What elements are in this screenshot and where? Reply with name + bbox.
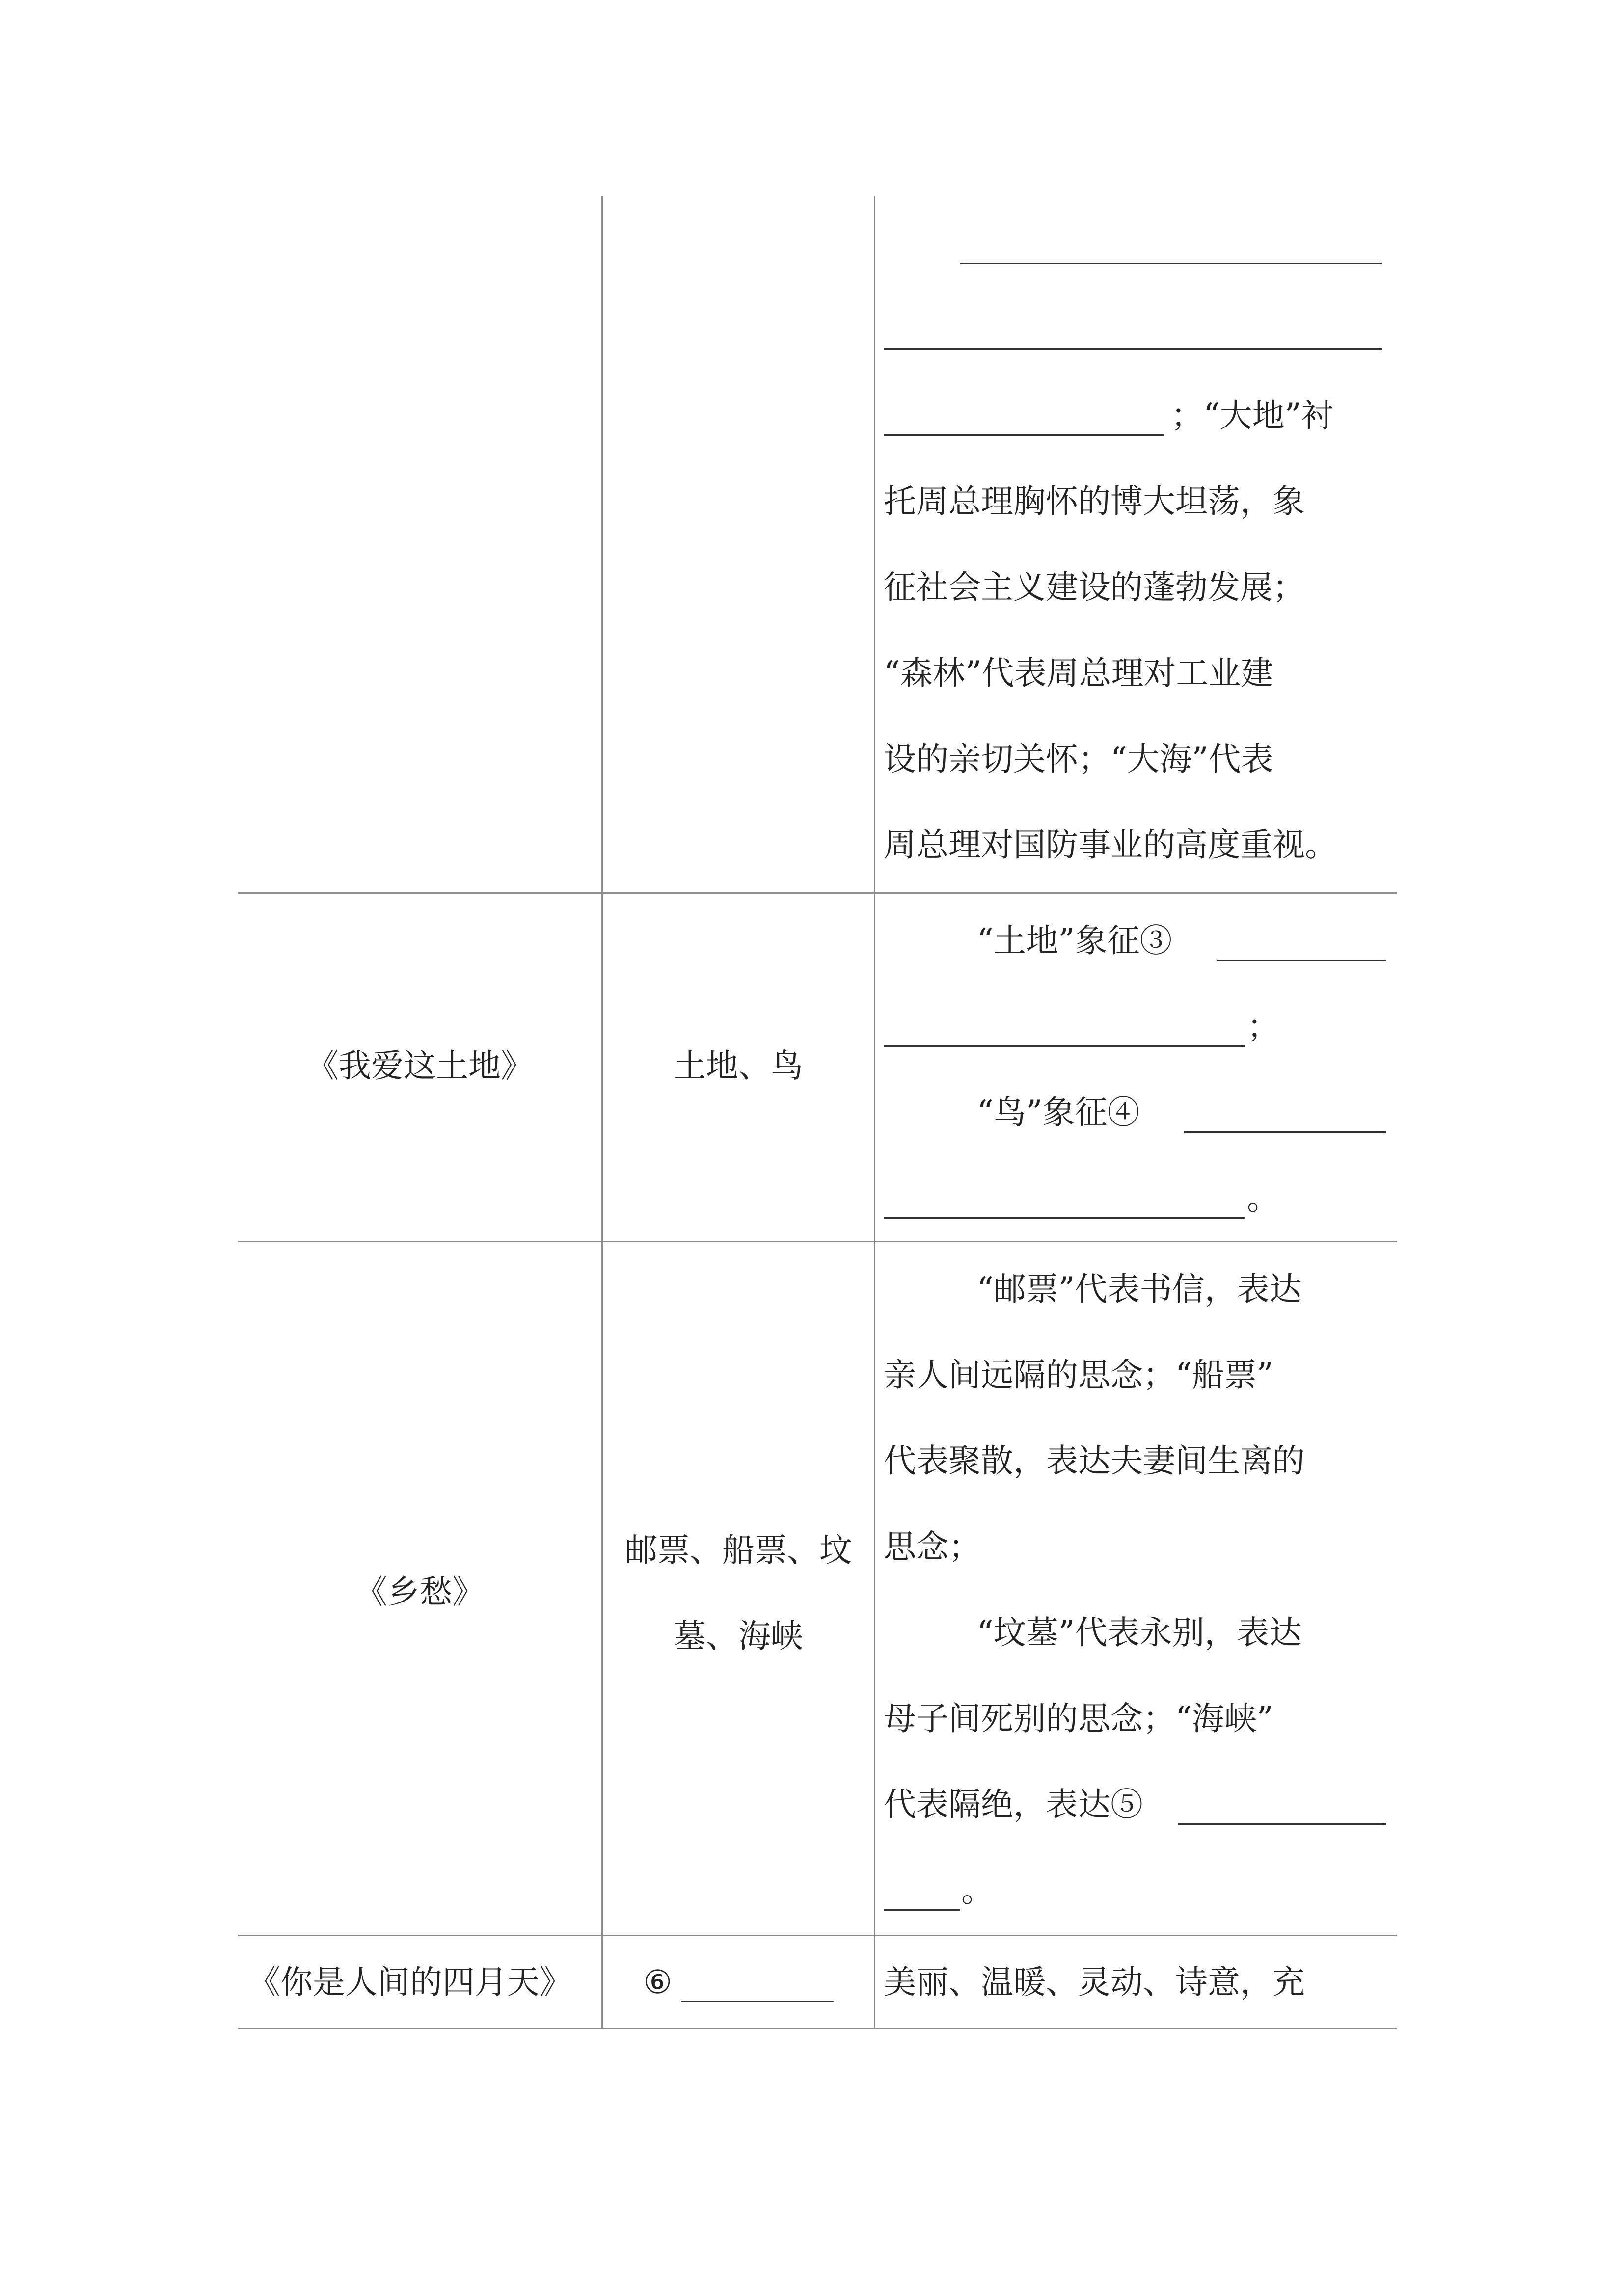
description-line: “坟墓”代表永别，表达 <box>977 1614 1302 1652</box>
description-line: 周总理对国防事业的高度重视。 <box>884 826 1337 864</box>
description-line: 代表隔绝，表达⑤ <box>884 1786 1143 1823</box>
poem-images: 墓、海峡 <box>674 1617 803 1655</box>
fill-blank-line <box>960 263 1382 264</box>
poem-title: 《乡愁》 <box>355 1573 485 1611</box>
description-line: 。 <box>961 1871 994 1909</box>
description-line: 思念； <box>884 1528 981 1566</box>
description-line: “土地”象征③ <box>977 922 1172 960</box>
description-line: “森林”代表周总理对工业建 <box>884 654 1273 692</box>
fill-blank-5 <box>1178 1823 1386 1825</box>
poem-title-clip <box>238 1961 601 2005</box>
description-line: 母子间死别的思念；“海峡” <box>884 1700 1273 1737</box>
fill-blank-3 <box>1217 960 1386 961</box>
description-line: 征社会主义建设的蓬勃发展； <box>884 568 1305 606</box>
description-line: 美丽、温暖、灵动、诗意，充 <box>884 1963 1305 2001</box>
fill-blank-5 <box>884 1909 960 1911</box>
fill-blank-3 <box>884 1045 1245 1047</box>
description-line: 。 <box>1247 1179 1279 1217</box>
poem-title: 《我爱这土地》 <box>306 1047 533 1085</box>
fill-blank-line <box>884 348 1382 350</box>
description-line: “鸟”象征④ <box>977 1094 1140 1131</box>
poem-images: 土地、鸟 <box>674 1047 803 1085</box>
description-line: ；“大地”衬 <box>1171 397 1334 434</box>
table-row-border <box>238 1935 1397 1936</box>
table-row-border <box>238 892 1397 894</box>
fill-blank-6 <box>681 2001 834 2002</box>
table-divider-col1 <box>601 196 603 2029</box>
table-divider-col2 <box>874 196 875 2029</box>
description-line: 代表聚散，表达夫妻间生离的 <box>884 1442 1305 1480</box>
table-row-border <box>238 1241 1397 1242</box>
description-line: 设的亲切关怀；“大海”代表 <box>884 740 1273 778</box>
fill-blank-4 <box>884 1217 1245 1219</box>
description-line: 亲人间远隔的思念；“船票” <box>884 1356 1273 1394</box>
description-line: 托周总理胸怀的博大坦荡，象 <box>884 482 1305 520</box>
poem-images: ⑥ <box>643 1963 673 2001</box>
poem-images: 邮票、船票、坟 <box>625 1531 852 1569</box>
poem-title: 《你是人间的四月天》 <box>248 1963 572 2001</box>
fill-blank-4 <box>1184 1131 1386 1133</box>
description-line: “邮票”代表书信，表达 <box>977 1270 1302 1308</box>
table-bottom-border <box>238 2028 1397 2029</box>
fill-blank-line <box>884 434 1164 436</box>
description-line: ； <box>1247 1008 1279 1045</box>
